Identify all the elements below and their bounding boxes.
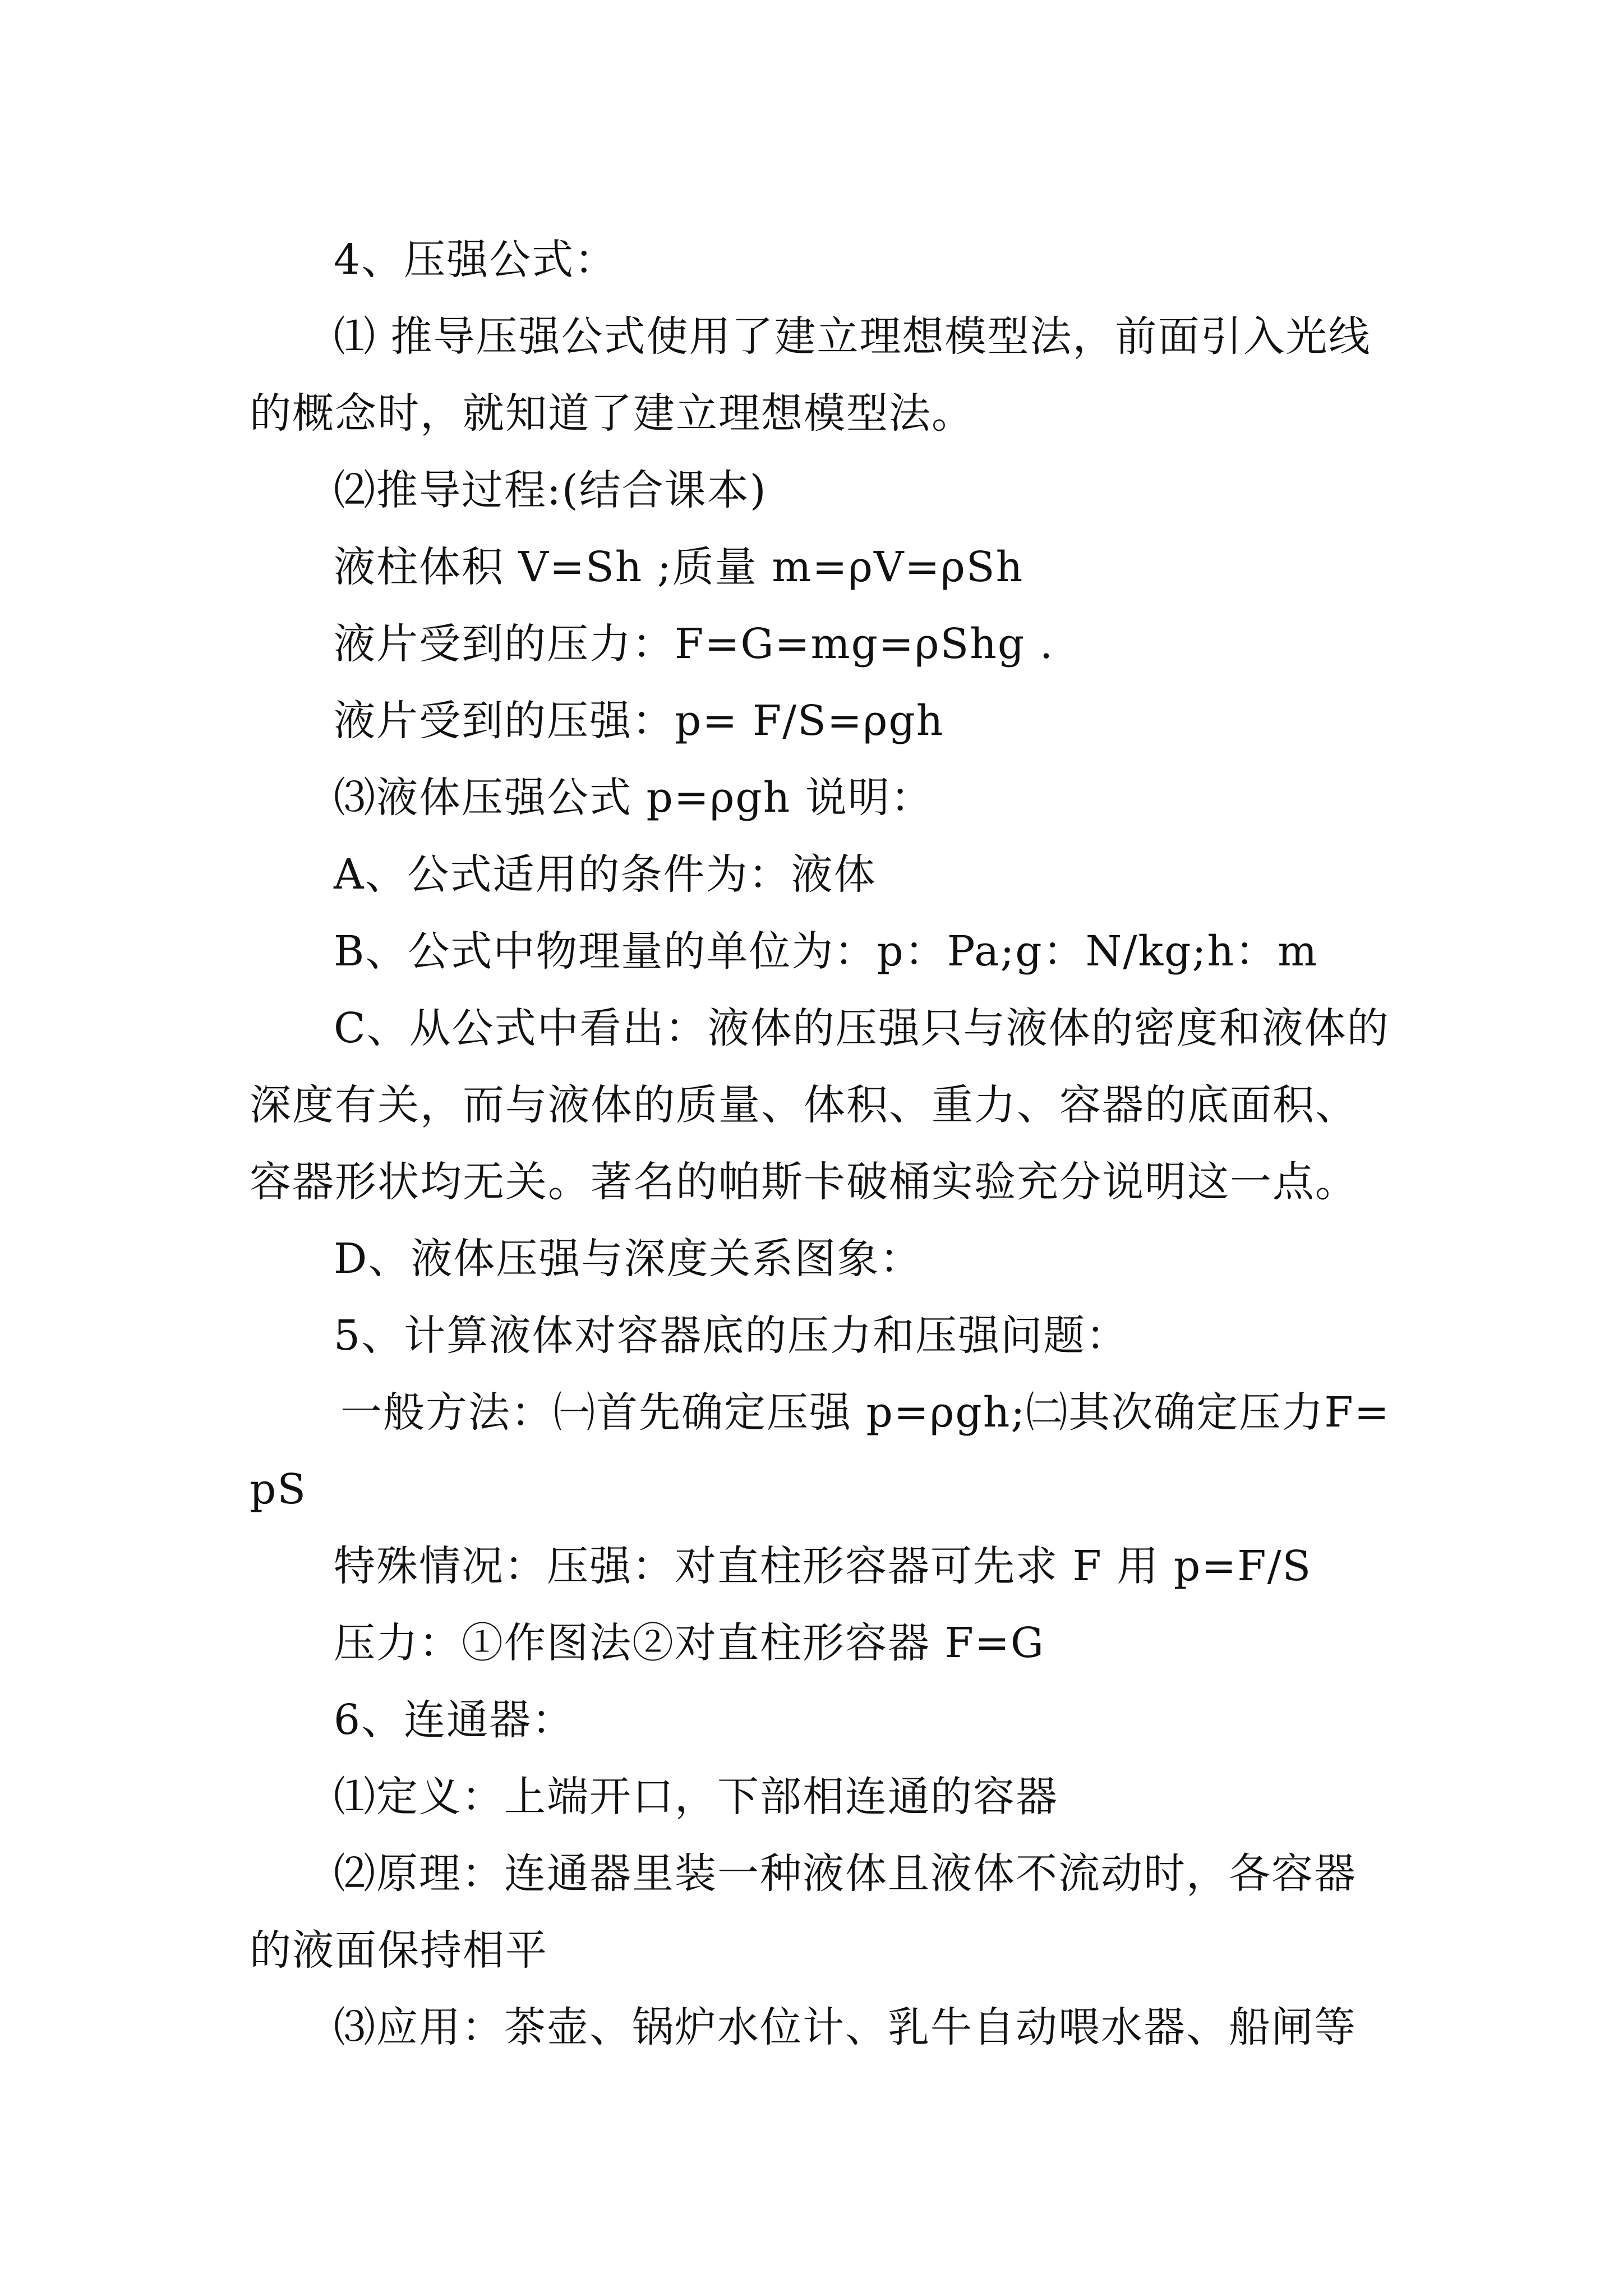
paragraph-item-a: A、公式适用的条件为：液体 (334, 850, 877, 899)
paragraph-volume-mass: 液柱体积 V=Sh ;质量 m=ρV=ρSh (334, 543, 1024, 591)
section-heading-6: 6、连通器： (334, 1696, 575, 1744)
paragraph-general-method: 一般方法：㈠首先确定压强 p=ρgh;㈡其次确定压力F=pS (250, 1388, 1390, 1513)
paragraph-pressure-force: 液片受到的压力：F=G=mg=ρShg . (334, 620, 1054, 668)
paragraph-principle: ⑵原理：连通器里装一种液体且液体不流动时，各容器的液面保持相平 (250, 1849, 1357, 1975)
paragraph-special-case: 特殊情况：压强：对直柱形容器可先求 F 用 p=F/S (334, 1542, 1312, 1590)
section-heading-5: 5、计算液体对容器底的压力和压强问题： (334, 1312, 1129, 1360)
paragraph-pressure-intensity: 液片受到的压强：p= F/S=ρgh (334, 697, 944, 745)
section-heading-4: 4、压强公式： (334, 236, 617, 284)
paragraph-item-d: D、液体压强与深度关系图象： (334, 1235, 923, 1283)
paragraph-item-b: B、公式中物理量的单位为：p：Pa;g：N/kg;h：m (334, 927, 1318, 976)
paragraph-force-methods: 压力：①作图法②对直柱形容器 F=G (334, 1619, 1045, 1667)
paragraph-formula-explanation: ⑶液体压强公式 p=ρgh 说明： (334, 774, 933, 822)
paragraph-item-c: C、从公式中看出：液体的压强只与液体的密度和液体的深度有关，而与液体的质量、体积、重力、容器的底面积、容器形状均无关。著名的帕斯卡破桶实验充分说明这一点。 (250, 1004, 1390, 1206)
paragraph-definition: ⑴定义：上端开口，下部相连通的容器 (334, 1773, 1058, 1821)
paragraph-derivation-process: ⑵推导过程:(结合课本) (334, 466, 767, 514)
paragraph-applications: ⑶应用：茶壶、锅炉水位计、乳牛自动喂水器、船闸等 (334, 2003, 1357, 2051)
paragraph-derivation-method: ⑴ 推导压强公式使用了建立理想模型法，前面引入光线的概念时，就知道了建立理想模型法。 (250, 312, 1371, 438)
document-body (250, 222, 1394, 2066)
